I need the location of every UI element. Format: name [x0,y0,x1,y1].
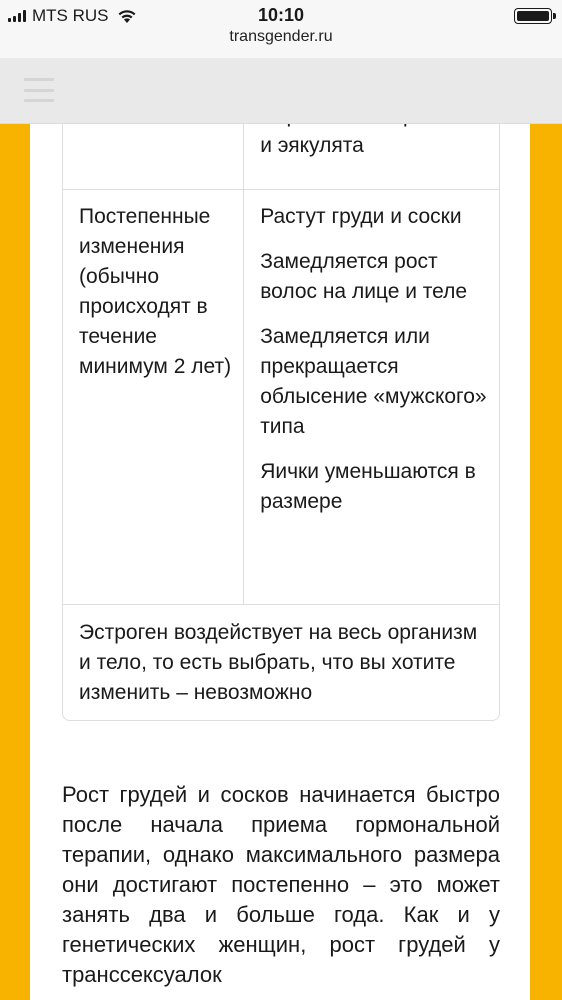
carrier-label: MTS RUS [32,6,109,25]
cell-line: и эякулята [260,134,364,157]
table-cell-left: Постепенные изменения (обычно происходят в течение минимум 2 лет) [63,190,244,604]
battery-icon [514,8,552,24]
effects-table [62,60,500,721]
table-row [63,190,499,605]
list-item: Растут груди и соски [260,205,462,228]
list-item: Яички уменьшаются в размере [260,460,476,513]
table-row [63,605,499,720]
site-header [0,58,562,124]
list-item: Замедляется или прекращается облысение «мужского» типа [260,325,487,438]
article-paragraph: Рост грудей и сосков начинается быстро после начала приема гормональной терапии, однако максимального размера они достигают постепенно – это может занять два и больше года. Как и у генетических женщин, рост грудей у транссексуалок [62,782,500,987]
table-cell-right [244,190,499,604]
url-bar[interactable]: transgender.ru [229,28,333,45]
menu-icon[interactable] [24,78,54,102]
status-time: 10:10 [257,5,305,25]
list-item: Замедляется рост волос на лице и теле [260,250,468,303]
table-cell-full: Эстроген воздействует на весь организм и тело, то есть выбрать, что вы хотите изменить – невозможно [79,621,478,704]
status-bar [0,0,562,30]
